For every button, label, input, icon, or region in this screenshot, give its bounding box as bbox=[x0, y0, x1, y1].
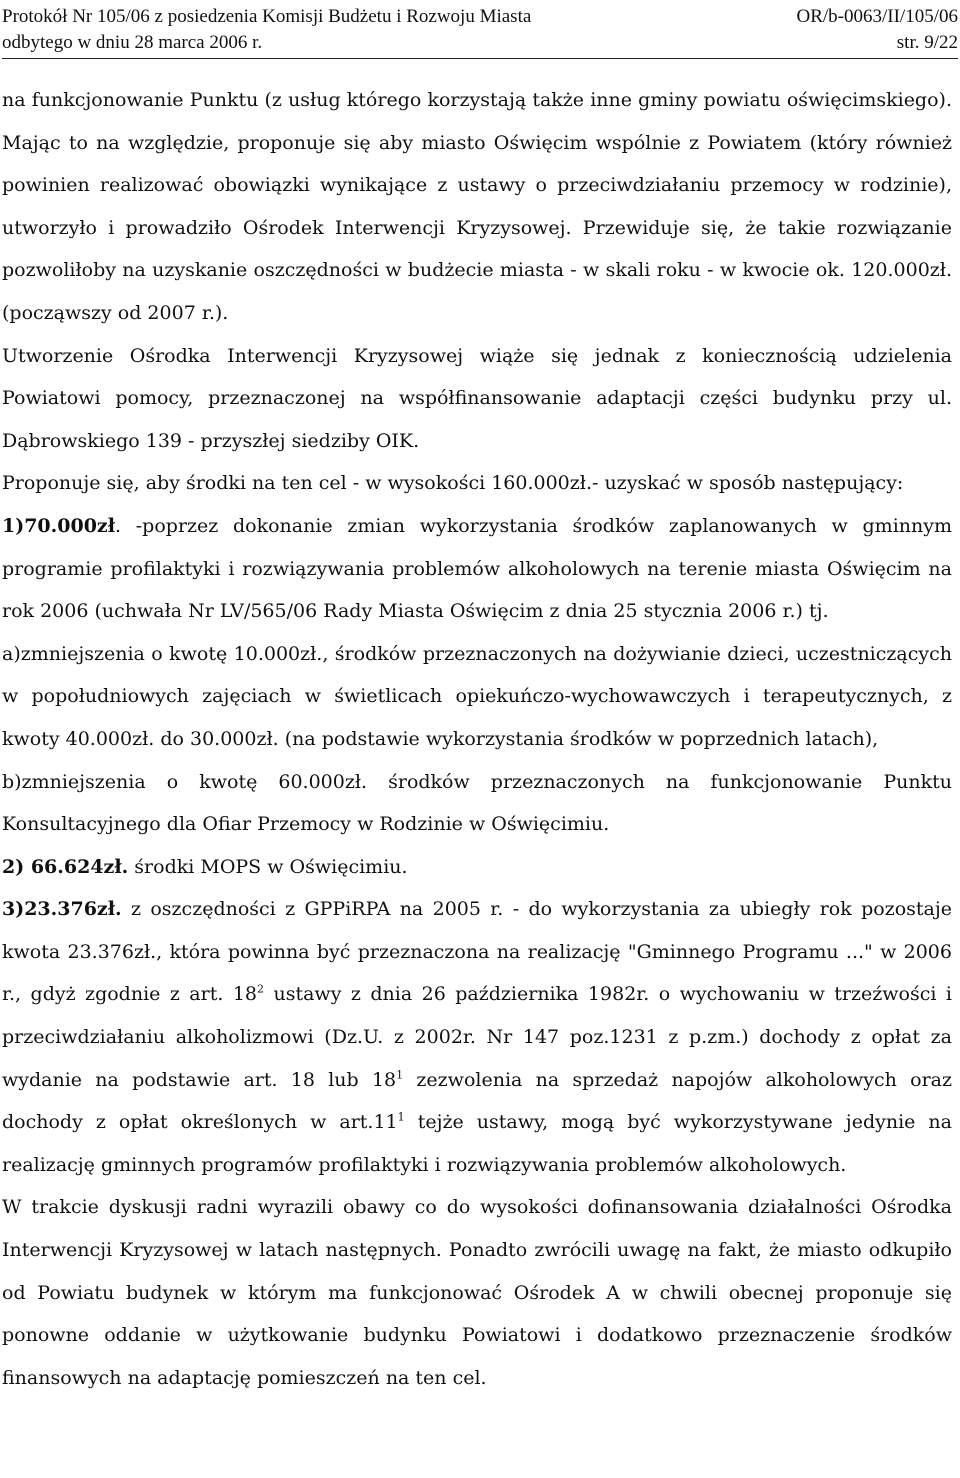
paragraph-8-text-d: tejże ustawy, mogą być wykorzystywane jedynie na realizację gminnych programów profilaktyki i rozwiązywania problemów alkoholowych. bbox=[2, 1111, 952, 1176]
paragraph-1: na funkcjonowanie Punktu (z usług którego korzystają także inne gminy powiatu oświęcimskiego). Mając to na względzie, proponuje się aby miasto Oświęcim wspólnie z Powiatem (który również powinien realizować obowiązki wynikające z ustawy o przeciwdziałaniu przemocy w rodzinie), utworzyło i prowadziło Ośrodek Interwencji Kryzysowej. Przewiduje się, że takie rozwiązanie pozwoliłoby na uzyskanie oszczędności w budżecie miasta - w skali roku - w kwocie ok. 120.000zł. (począwszy od 2007 r.). bbox=[2, 89, 952, 324]
superscript-2: 1 bbox=[396, 1068, 404, 1082]
amount-1: 1)70.000zł bbox=[2, 514, 116, 537]
superscript-1: 2 bbox=[257, 983, 265, 997]
amount-2: 2) 66.624zł. bbox=[2, 855, 129, 878]
paragraph-2: Utworzenie Ośrodka Interwencji Kryzysowej wiąże się jednak z koniecznością udzielenia Powiatowi pomocy, przeznaczonej na współfinansowanie adaptacji części budynku przy ul. Dąbrowskiego 139 - przyszłej siedziby OIK. bbox=[2, 344, 952, 452]
paragraph-8-text-c: zezwolenia na sprzedaż napojów alkoholowych oraz dochody z opłat określonych w art.11 bbox=[2, 1068, 952, 1134]
paragraph-7-text: środki MOPS w Oświęcimiu. bbox=[128, 855, 408, 878]
paragraph-8-text-b: ustawy z dnia 26 października 1982r. o wychowaniu w trzeźwości i przeciwdziałaniu alkoholizmowi (Dz.U. z 2002r. Nr 147 poz.1231 z p.zm.) dochody z opłat za wydanie na podstawie art. 18 lub 18 bbox=[2, 983, 952, 1091]
paragraph-4-text: . -poprzez dokonanie zmian wykorzystania środków zaplanowanych w gminnym programie profilaktyki i rozwiązywania problemów alkoholowych na terenie miasta Oświęcim na rok 2006 (uchwała Nr LV/565/06 Rady Miasta Oświęcim z dnia 25 stycznia 2006 r.) tj. bbox=[2, 514, 952, 623]
page-header bbox=[2, 0, 958, 59]
paragraph-8 bbox=[2, 888, 952, 1186]
superscript-3: 1 bbox=[397, 1110, 405, 1124]
document-body bbox=[2, 79, 958, 1399]
paragraph-3: Proponuje się, aby środki na ten cel - w wysokości 160.000zł.- uzyskać w sposób następujący: bbox=[2, 472, 904, 495]
paragraph-5: a)zmniejszenia o kwotę 10.000zł., środków przeznaczonych na dożywianie dzieci, uczestniczących w popołudniowych zajęciach w świetlicach opiekuńczo-wychowawczych i terapeutycznych, z kwoty 40.000zł. do 30.000zł. (na podstawie wykorzystania środków w poprzednich latach), bbox=[2, 642, 952, 750]
document-reference: OR/b-0063/II/105/06 bbox=[796, 6, 958, 27]
meeting-date: odbytego w dniu 28 marca 2006 r. bbox=[2, 32, 263, 53]
protocol-title: Protokół Nr 105/06 z posiedzenia Komisji Budżetu i Rozwoju Miasta bbox=[2, 6, 532, 27]
amount-3: 3)23.376zł. bbox=[2, 898, 122, 921]
page-number: str. 9/22 bbox=[896, 32, 958, 53]
header-line-2 bbox=[2, 30, 958, 56]
paragraph-9: W trakcie dyskusji radni wyrazili obawy co do wysokości dofinansowania działalności Ośrodka Interwencji Kryzysowej w latach następnych. Ponadto zwrócili uwagę na fakt, że miasto odkupiło od Powiatu budynek w którym ma funkcjonować Ośrodek A w chwili obecnej proponuje się ponowne oddanie w użytkowanie budynku Powiatowi i dodatkowo przeznaczenie środków finansowych na adaptację pomieszczeń na ten cel. bbox=[2, 1196, 952, 1389]
paragraph-8-text-a: z oszczędności z GPPiRPA na 2005 r. - do wykorzystania za ubiegły rok pozostaje kwota 23.376zł., która powinna być przeznaczona na realizację "Gminnego Programu ..." w 2006 r., gdyż zgodnie z art. 18 bbox=[2, 898, 952, 1006]
header-line-1 bbox=[2, 0, 958, 30]
paragraph-4 bbox=[2, 505, 952, 633]
paragraph-7 bbox=[2, 846, 952, 889]
paragraph-6: b)zmniejszenia o kwotę 60.000zł. środków przeznaczonych na funkcjonowanie Punktu Konsultacyjnego dla Ofiar Przemocy w Rodzinie w Oświęcimiu. bbox=[2, 770, 952, 836]
